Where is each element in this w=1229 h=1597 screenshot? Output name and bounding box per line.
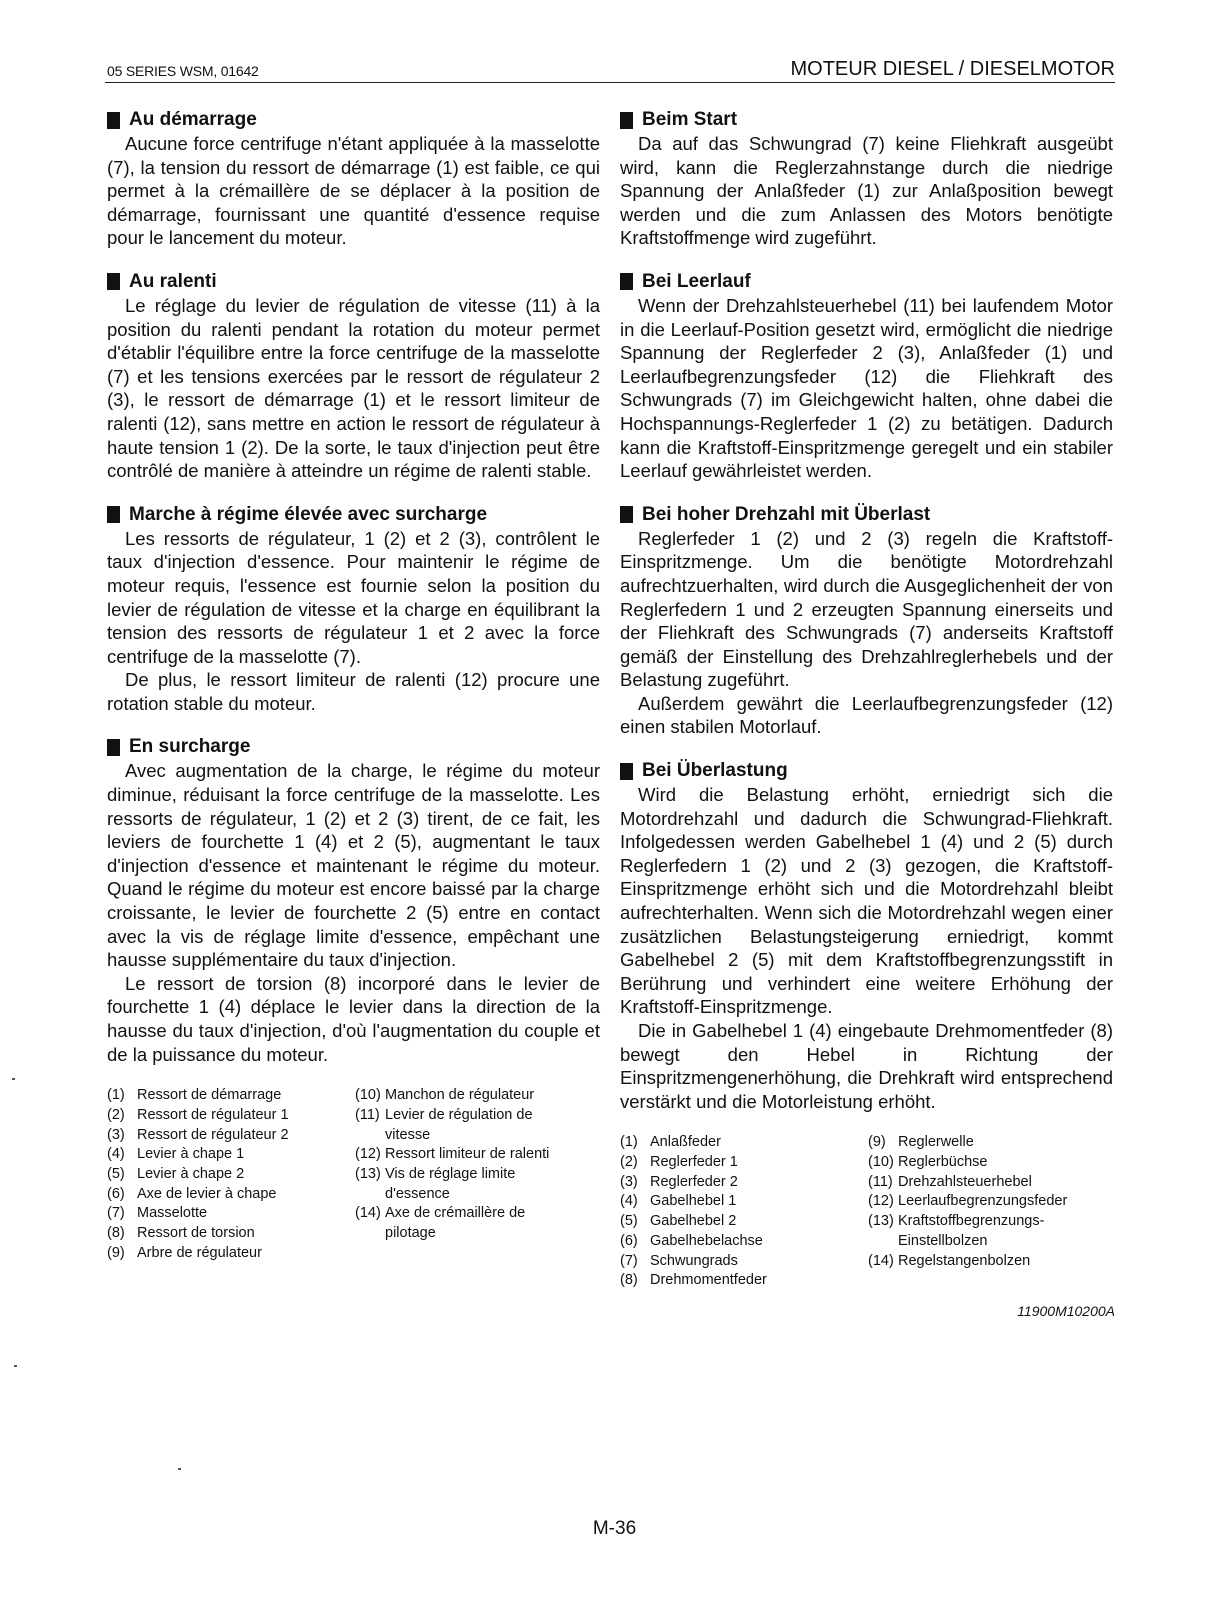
- section-heading: [620, 503, 1113, 527]
- bullet-square-icon: [107, 739, 120, 756]
- legend-item: [355, 1224, 600, 1244]
- legend-column: [868, 1133, 1113, 1291]
- bullet-square-icon: [620, 506, 633, 523]
- legend-label: vitesse: [385, 1126, 431, 1143]
- paragraph: Die in Gabelhebel 1 (4) eingebaute Drehmomentfeder (8) bewegt den Hebel in Richtung der Einspritzmengenerhöhung, die Drehkraft wird entsprechend verstärkt und die Motorleistung erhöht.: [620, 1020, 1113, 1112]
- section-heading: [620, 759, 1113, 783]
- manual-code: 05 SERIES WSM, 01642: [107, 63, 259, 79]
- legend-number: (1): [107, 1087, 125, 1104]
- legend-item: [868, 1173, 1113, 1193]
- legend-label: pilotage: [385, 1225, 436, 1242]
- legend-item: [868, 1192, 1113, 1212]
- paragraph: Aucune force centrifuge n'étant appliquée à la masselotte (7), la tension du ressort de démarrage (1) est faible, ce qui permet à la crémaillère de se déplacer à la position de démarrage, fournissant une quantité d'essence requise pour le lancement du moteur.: [107, 133, 600, 249]
- legend-label: Levier à chape 1: [137, 1146, 245, 1163]
- section: [107, 270, 600, 483]
- scan-speck: [12, 1078, 15, 1080]
- section-title: En surcharge: [129, 736, 251, 758]
- legend-number: (6): [620, 1232, 638, 1249]
- reference-code: 11900M10200A: [1017, 1303, 1115, 1319]
- section: [107, 735, 600, 1066]
- legend-number: (13): [868, 1213, 894, 1230]
- legend-item: [107, 1086, 355, 1106]
- paragraph: Außerdem gewährt die Leerlaufbegrenzungsfeder (12) einen stabilen Motorlauf.: [620, 692, 1113, 738]
- parts-legend: [107, 1086, 600, 1263]
- legend-label: Reglerfeder 2: [650, 1173, 738, 1190]
- paragraph: Da auf das Schwungrad (7) keine Fliehkraft ausgeübt wird, kann die Reglerzahnstange durch die niedrige Spannung der Anlaßfeder (1) zur Anlaßposition bewegt werden und die zum Anlassen des Motors benötigte Kraftstoffmenge wird zugeführt.: [620, 133, 1113, 249]
- legend-item: [107, 1185, 355, 1205]
- legend-number: [355, 1126, 385, 1146]
- legend-item: [620, 1252, 868, 1272]
- section-title: Beim Start: [642, 109, 738, 130]
- legend-item: [355, 1204, 600, 1224]
- legend-label: Drehzahlsteuerhebel: [898, 1173, 1032, 1190]
- legend-number: (4): [107, 1146, 125, 1163]
- legend-column: [620, 1133, 868, 1291]
- legend-number: (11): [355, 1106, 380, 1123]
- legend-number: (1): [620, 1134, 638, 1151]
- legend-label: Gabelhebel 1: [650, 1193, 737, 1210]
- legend-label: Manchon de régulateur: [385, 1087, 535, 1104]
- legend-label: Reglerfeder 1: [650, 1154, 738, 1171]
- legend-label: Einstellbolzen: [898, 1232, 988, 1249]
- section-title: Marche à régime élevée avec surcharge: [129, 503, 488, 525]
- section-heading: [107, 270, 600, 294]
- paragraph: Reglerfeder 1 (2) und 2 (3) regeln die Kraftstoff-Einspritzmenge. Um die benötigte Motordrehzahl aufrechtzuerhalten, wird durch die Ausgeglichenheit der von Reglerfedern 1 und 2 erzeugten Spannung einerseits und der Fliehkraft des Schwungrads (7) anderseits Kraftstoff gemäß der Einstellung des Drehzahlreglerhebels und der Belastung zugeführt.: [620, 527, 1113, 691]
- german-column: [620, 108, 1113, 1291]
- legend-item: [620, 1271, 868, 1291]
- legend-item: [355, 1145, 600, 1165]
- legend-item: [868, 1232, 1113, 1252]
- legend-column: [107, 1086, 355, 1263]
- legend-number: (11): [868, 1173, 893, 1190]
- bullet-square-icon: [107, 506, 120, 523]
- legend-label: Ressort de torsion: [137, 1225, 255, 1242]
- scan-speck: [14, 1365, 17, 1367]
- legend-number: (3): [620, 1173, 638, 1190]
- legend-number: (6): [107, 1185, 125, 1202]
- section: [620, 108, 1113, 250]
- legend-label: Vis de réglage limite: [385, 1166, 516, 1182]
- legend-number: (9): [107, 1244, 125, 1261]
- legend-number: (14): [868, 1252, 894, 1269]
- legend-item: [107, 1244, 355, 1264]
- legend-item: [620, 1173, 868, 1193]
- section-title: Au démarrage: [129, 109, 257, 130]
- legend-item: [107, 1106, 355, 1126]
- legend-number: (2): [107, 1106, 125, 1123]
- legend-item: [620, 1133, 868, 1153]
- legend-item: [107, 1126, 355, 1146]
- legend-number: (8): [107, 1225, 125, 1242]
- legend-number: (5): [620, 1213, 638, 1230]
- legend-number: (13): [355, 1166, 381, 1182]
- bullet-square-icon: [620, 112, 633, 129]
- legend-item: [868, 1212, 1113, 1232]
- legend-label: Ressort de régulateur 2: [137, 1126, 289, 1143]
- bullet-square-icon: [107, 112, 120, 129]
- legend-label: Gabelhebelachse: [650, 1232, 763, 1249]
- section: [107, 108, 600, 250]
- legend-item: [868, 1153, 1113, 1173]
- legend-item: [868, 1252, 1113, 1272]
- paragraph: Wird die Belastung erhöht, erniedrigt sich die Motordrehzahl und dadurch die Schwungrad-Fliehkraft. Infolgedessen werden Gabelhebel 1 (4) und 2 (5) durch Reglerfedern 1 (2) und 2 (3) gezogen, die Kraftstoff-Einspritzmenge erhöht sich und die Motordrehzahl bleibt aufrechterhalten. Wenn sich die Motordrehzahl wegen einer zusätzlichen Belastungsteigerung erniedrigt, kommt Gabelhebel 2 (5) mit dem Kraftstoffbegrenzungsstift in Berührung und verhindert eine weitere Erhöhung der Kraftstoff-Einspritzmenge.: [620, 784, 1113, 1018]
- legend-item: [620, 1192, 868, 1212]
- legend-label: Schwungrads: [650, 1252, 738, 1269]
- legend-number: [355, 1224, 385, 1244]
- legend-item: [355, 1086, 600, 1106]
- legend-label: Levier à chape 2: [137, 1166, 245, 1182]
- legend-item: [107, 1165, 355, 1185]
- legend-number: (8): [620, 1272, 638, 1289]
- paragraph: Le ressort de torsion (8) incorporé dans le levier de fourchette 1 (4) déplace le levier dans la direction de la hausse du taux d'injection, d'où l'augmentation du couple et de la puissance du moteur.: [107, 972, 600, 1065]
- legend-label: Arbre de régulateur: [137, 1244, 262, 1261]
- legend-label: Reglerwelle: [898, 1134, 974, 1151]
- legend-label: d'essence: [385, 1185, 450, 1202]
- bullet-square-icon: [620, 763, 633, 780]
- legend-number: (7): [620, 1252, 638, 1269]
- legend-item: [107, 1145, 355, 1165]
- legend-label: Axe de levier à chape: [137, 1185, 277, 1202]
- legend-label: Regelstangenbolzen: [898, 1252, 1031, 1269]
- legend-number: (10): [355, 1087, 381, 1104]
- page-header: [105, 58, 1115, 83]
- legend-label: Drehmomentfeder: [650, 1272, 767, 1289]
- legend-item: [107, 1204, 355, 1224]
- legend-label: Gabelhebel 2: [650, 1213, 737, 1230]
- legend-label: Kraftstoffbegrenzungs-: [898, 1213, 1045, 1230]
- section: [620, 759, 1113, 1113]
- bullet-square-icon: [107, 273, 120, 290]
- section-title: Bei Leerlauf: [642, 270, 751, 292]
- chapter-title: MOTEUR DIESEL / DIESELMOTOR: [790, 58, 1115, 80]
- legend-number: (9): [868, 1134, 886, 1151]
- legend-label: Leerlaufbegrenzungsfeder: [898, 1193, 1068, 1210]
- bullet-square-icon: [620, 273, 633, 290]
- paragraph: Wenn der Drehzahlsteuerhebel (11) bei laufendem Motor in die Leerlauf-Position gesetzt wird, ermöglicht die niedrige Spannung der Reglerfeder 2 (3), Anlaßfeder (1) und Leerlaufbegrenzungsfeder (12) die Fliehkraft des Schwungrads (7) im Gleichgewicht halten, ohne dabei die Hochspannungs-Reglerfeder 1 (2) zu betätigen. Dadurch kann die Kraftstoff-Einspritzmenge geregelt und ein stabiler Leerlauf gewährleistet werden.: [620, 294, 1113, 482]
- legend-item: [868, 1133, 1113, 1153]
- section-title: Au ralenti: [129, 270, 217, 292]
- legend-item: [620, 1153, 868, 1173]
- legend-label: Ressort de régulateur 1: [137, 1106, 289, 1123]
- scan-speck: [178, 1468, 181, 1470]
- section: [107, 503, 600, 716]
- legend-number: (2): [620, 1154, 638, 1171]
- legend-label: Masselotte: [137, 1205, 208, 1222]
- legend-number: [868, 1232, 898, 1252]
- legend-item: [355, 1165, 600, 1185]
- section-heading: [620, 108, 1113, 132]
- legend-number: (3): [107, 1126, 125, 1143]
- legend-number: (5): [107, 1166, 125, 1182]
- legend-column: [355, 1086, 600, 1263]
- legend-label: Reglerbüchse: [898, 1154, 988, 1171]
- section-heading: [107, 503, 600, 527]
- paragraph: Les ressorts de régulateur, 1 (2) et 2 (3), contrôlent le taux d'injection d'essence. Pour maintenir le régime de moteur requis, l'essence est fournie selon la position du levier de régulation de vitesse et la charge en équilibrant la tension des ressorts de régulateur 1 et 2 avec la force centrifuge de la masselotte (7).: [107, 527, 600, 667]
- section-heading: [107, 108, 600, 132]
- legend-item: [355, 1106, 600, 1126]
- page-number: M-36: [592, 1518, 637, 1539]
- legend-number: (4): [620, 1193, 638, 1210]
- paragraph: De plus, le ressort limiteur de ralenti (12) procure une rotation stable du moteur.: [107, 669, 600, 714]
- french-column: [107, 108, 600, 1264]
- section: [620, 503, 1113, 739]
- legend-item: [620, 1232, 868, 1252]
- legend-item: [355, 1185, 600, 1205]
- section: [620, 270, 1113, 483]
- legend-number: (10): [868, 1154, 894, 1171]
- legend-number: (7): [107, 1205, 125, 1222]
- section-heading: [620, 270, 1113, 294]
- section-heading: [107, 735, 600, 759]
- legend-label: Axe de crémaillère de: [385, 1205, 526, 1222]
- legend-number: (12): [355, 1146, 381, 1163]
- legend-item: [620, 1212, 868, 1232]
- legend-label: Ressort de démarrage: [137, 1087, 282, 1104]
- legend-number: [355, 1185, 385, 1205]
- legend-item: [355, 1126, 600, 1146]
- legend-number: (14): [355, 1205, 381, 1222]
- paragraph: Avec augmentation de la charge, le régime du moteur diminue, réduisant la force centrifuge de la masselotte. Les ressorts de régulateur, 1 (2) et 2 (3) tirent, de ce fait, les leviers de fourchette 1 (4) et 2 (5), augmentant le taux d'injection d'essence et maintenant le régime du moteur. Quand le régime du moteur est encore baissé par la charge croissante, le levier de fourchette 2 (5) entre en contact avec la vis de réglage limite d'essence, empêchant une hausse supplémentaire du taux d'injection.: [107, 760, 600, 971]
- section-title: Bei Überlastung: [642, 760, 788, 782]
- legend-number: (12): [868, 1193, 894, 1210]
- legend-item: [107, 1224, 355, 1244]
- legend-label: Ressort limiteur de ralenti: [385, 1146, 550, 1163]
- section-title: Bei hoher Drehzahl mit Überlast: [642, 503, 931, 525]
- parts-legend: [620, 1133, 1113, 1291]
- paragraph: Le réglage du levier de régulation de vitesse (11) à la position du ralenti pendant la rotation du moteur permet d'établir l'équilibre entre la force centrifuge de la masselotte (7) et les tensions exercées par le ressort de régulateur 2 (3), le ressort de démarrage (1) et le ressort limiteur de ralenti (12), sans mettre en action le ressort de régulateur à haute tension 1 (2). De la sorte, le taux d'injection peut être contrôlé de manière à atteindre un régime de ralenti stable.: [107, 294, 600, 482]
- legend-label: Levier de régulation de: [385, 1106, 533, 1123]
- legend-label: Anlaßfeder: [650, 1134, 721, 1151]
